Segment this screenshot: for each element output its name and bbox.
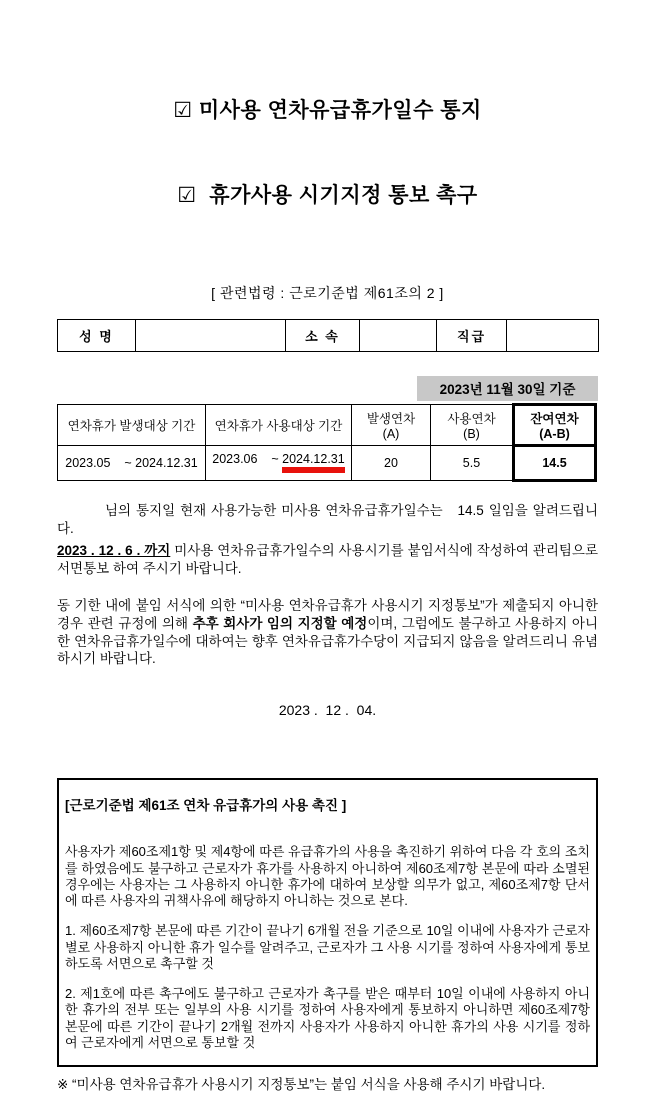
occurred-leave-cell: 20 (352, 445, 431, 480)
deadline-date: 2023 . 12 . 6 . 까지 (57, 543, 171, 559)
checkbox-checked-icon: ☑ (173, 98, 193, 122)
usage-period-cell (206, 445, 352, 480)
footnote-line: ※ “미사용 연차유급휴가 사용시기 지정통보”는 붙임 서식을 사용해 주시기 바랍니다. (57, 1077, 546, 1092)
remaining-leave-header-line2: (A-B) (539, 426, 570, 441)
usage-period-header: 연차휴가 사용대상 기간 (206, 404, 352, 445)
used-leave-cell: 5.5 (431, 445, 514, 480)
title-line-2 (57, 182, 598, 210)
occurrence-period-header: 연차휴가 발생대상 기간 (58, 404, 206, 445)
used-leave-header (431, 404, 514, 445)
document-page (0, 40, 655, 1094)
usage-period-red-underlined-date: 2024.12.31 (282, 452, 345, 473)
labor-law-box (57, 778, 598, 1067)
leave-table-data-row (58, 445, 596, 480)
employee-info-row (58, 319, 599, 351)
title-line-2-text: 휴가사용 시기지정 통보 촉구 (196, 183, 478, 207)
leave-table-header-row (58, 404, 596, 445)
warning-paragraph (57, 597, 598, 668)
department-value-cell (360, 319, 437, 351)
remaining-leave-header (514, 404, 596, 445)
used-leave-header-line2: (B) (463, 426, 480, 441)
used-leave-header-line1: 사용연차 (447, 411, 496, 426)
annual-leave-table (57, 403, 597, 482)
rank-label-cell: 직급 (437, 319, 507, 351)
occurred-leave-header-line1: 발생연차 (366, 411, 416, 426)
as-of-date-highlight: 2023년 11월 30일 기준 (417, 376, 598, 401)
law-box-paragraph-3: 2. 제1호에 따른 촉구에도 불구하고 근로자가 촉구를 받은 때부터 10일 이내에 사용하지 아니한 휴가의 전부 또는 일부의 사용 시기를 정하여 사용자에게 통보하지 아니하면 제60조제7항 본문에 따른 기간이 끝나기 2개월 전까지 사용자가 사용하지 아니한 휴가의 사용 시기를 정하여 근로자에게 서면으로 통보할 것 (65, 986, 590, 1050)
warning-part1: 동 기한 내에 붙임 서식에 의한 “미사용 연차유급휴가 사용시기 지정통보”가 제출되지 아니한 경우 관련 규정에 의해 (57, 598, 598, 631)
name-value-cell (136, 319, 286, 351)
department-label-cell: 소 속 (286, 319, 360, 351)
employee-info-table (57, 319, 599, 352)
law-box-title: [근로기준법 제61조 연차 유급휴가의 사용 촉진 ] (65, 798, 347, 814)
deadline-paragraph (57, 542, 598, 578)
notice-paragraph: 님의 통지일 현재 사용가능한 미사용 연차유급휴가일수는 14.5 일임을 알려드립니다. (57, 502, 598, 536)
occurrence-period-cell: 2023.05 ~ 2024.12.31 (58, 445, 206, 480)
rank-value-cell (507, 319, 599, 351)
occurred-leave-header (352, 404, 431, 445)
title-line-1 (57, 97, 598, 125)
document-title (57, 40, 598, 267)
warning-part2: 이며, 그럼에도 불구하고 사용하지 아니한 연차유급휴가일수에 대하여는 향후 연차유급휴가수당이 지급되지 않음을 알려드리니 유념하시기 바랍니다. (57, 615, 598, 667)
deadline-rest-text: 미사용 연차유급휴가일수의 사용시기를 붙임서식에 작성하여 관리팀으로 서면통보 하여 주시기 바랍니다. (57, 543, 598, 577)
checkbox-checked-icon: ☑ (177, 183, 197, 207)
title-line-1-text: 미사용 연차유급휴가일수 통지 (192, 98, 482, 122)
occurred-leave-header-line2: (A) (382, 426, 400, 441)
law-box-paragraph-1: 사용자가 제60조제1항 및 제4항에 따른 유급휴가의 사용을 촉진하기 위하여 다음 각 호의 조치를 하였음에도 불구하고 근로자가 휴가를 사용하지 아니하여 제60조제7항 본문에 따라 소멸된 경우에는 사용자는 그 사용하지 아니한 휴가에 대하여 보상할 의무가 없고, 제60조제7항 단서에 따른 사용자의 귀책사유에 해당하지 아니하는 것으로 본다. (65, 844, 590, 908)
usage-period-prefix: 2023.06 ~ (212, 452, 283, 467)
document-date: 2023 . 12 . 04. (278, 702, 377, 719)
related-law-reference: [ 관련법령 : 근로기준법 제61조의 2 ] (211, 284, 444, 301)
law-box-paragraph-2: 1. 제60조제7항 본문에 따른 기간이 끝나기 6개월 전을 기준으로 10일 이내에 사용자가 근로자별로 사용하지 아니한 휴가 일수를 알려주고, 근로자가 그 사용 시기를 정하여 사용자에게 통보하도록 서면으로 촉구할 것 (65, 923, 590, 971)
remaining-leave-header-line1: 잔여연차 (530, 411, 579, 426)
remaining-leave-cell: 14.5 (514, 445, 596, 480)
name-label-cell: 성 명 (58, 319, 136, 351)
warning-bold-text: 추후 회사가 임의 지정할 예정 (192, 615, 368, 631)
